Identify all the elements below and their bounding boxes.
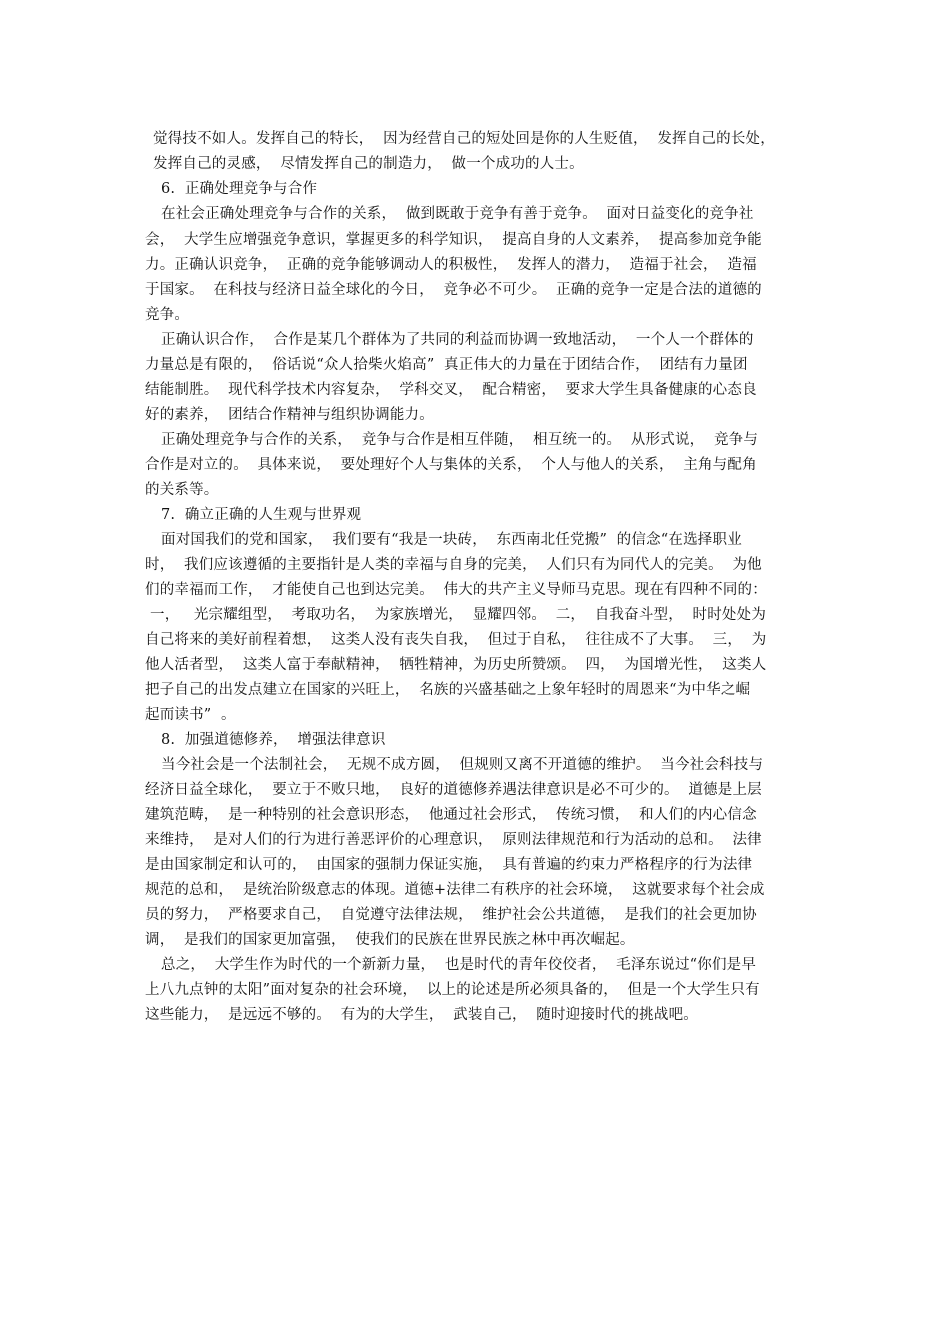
section-heading: 7. 确立正确的人生观与世界观 [161,507,362,523]
text-line: 建筑范畴， 是一种特别的社会意识形态， 他通过社会形式， 传统习惯， 和人们的内心信念 [145,807,757,823]
text-line: 经济日益全球化， 要立于不败只地， 良好的道德修养遇法律意识是必不可少的。 道德是上层 [145,782,762,798]
text-line: 规范的总和， 是统治阶级意志的体现。道德+法律二有秩序的社会环境， 这就要求每个社会成 [145,882,765,898]
text-line: 力量总是有限的， 俗话说“众人拾柴火焰高” 真正伟大的力量在于团结合作， 团结有力量团 [145,357,748,373]
text-line: 的关系等。 [145,482,219,498]
text-line: 时， 我们应该遵循的主要指针是人类的幸福与自身的完美， 人们只有为同代人的完美。 为他 [145,557,762,573]
text-line: 这些能力， 是远远不够的。 有为的大学生， 武装自己， 随时迎接时代的挑战吧。 [145,1007,698,1023]
text-line: 结能制胜。 现代科学技术内容复杂， 学科交叉， 配合精密， 要求大学生具备健康的心态良 [145,382,757,398]
text-line: 们的幸福而工作， 才能使自己也到达完美。 伟大的共产主义导师马克思。现在有四种不同的： [145,582,767,598]
text-line: 在社会正确处理竞争与合作的关系， 做到既敢于竞争有善于竞争。 面对日益变化的竞争社 [161,206,754,222]
text-line: 总之， 大学生作为时代的一个新新力量， 也是时代的青年佼佼者， 毛泽东说过“你们是早 [161,957,757,973]
text-line: 把子自己的出发点建立在国家的兴旺上， 名族的兴盛基础之上象年轻时的周恩来“为中华之崛 [145,682,751,698]
text-line: 好的素养， 团结合作精神与组织协调能力。 [145,407,434,423]
section-heading: 8. 加强道德修养， 增强法律意识 [161,732,386,748]
text-line: 面对国我们的党和国家， 我们要有“我是一块砖， 东西南北任党搬” 的信念“在选择职业 [161,532,742,548]
text-line: 上八九点钟的太阳”面对复杂的社会环境， 以上的论述是所必须具备的， 但是一个大学生只有 [145,982,760,998]
text-line: 起而读书” 。 [145,707,236,723]
text-line: 力。正确认识竞争， 正确的竞争能够调动人的积极性， 发挥人的潜力， 造福于社会， 造福 [145,257,757,273]
text-line: 竞争。 [145,307,190,323]
text-line: 会， 大学生应增强竞争意识，掌握更多的科学知识， 提高自身的人文素养， 提高参加竞争能 [145,232,762,248]
text-line: 来维持， 是对人们的行为进行善恶评价的心理意识， 原则法律规范和行为活动的总和。 法律 [145,832,762,848]
text-line: 觉得技不如人。发挥自己的特长， 因为经营自己的短处回是你的人生贬值， 发挥自己的长处， [153,131,775,147]
text-line: 正确认识合作， 合作是某几个群体为了共同的利益而协调一致地活动， 一个人一个群体的 [161,332,754,348]
text-line: 调， 是我们的国家更加富强， 使我们的民族在世界民族之林中再次崛起。 [145,932,635,948]
text-line: 当今社会是一个法制社会， 无规不成方圆， 但规则又离不开道德的维护。 当今社会科技与 [161,757,764,773]
section-heading: 6. 正确处理竞争与合作 [161,181,318,197]
text-line: 自己将来的美好前程着想， 这类人没有丧失自我， 但过于自私， 往往成不了大事。 三， 为 [145,632,767,648]
text-line: 于国家。 在科技与经济日益全球化的今日， 竞争必不可少。 正确的竞争一定是合法的道德的 [145,282,762,298]
text-line: 员的努力， 严格要求自己， 自觉遵守法律法规， 维护社会公共道德， 是我们的社会更加协 [145,907,757,923]
text-line: 一， 光宗耀组型， 考取功名， 为家族增光， 显耀四邻。 二， 自我奋斗型， 时时处处为 [150,607,767,623]
text-line: 正确处理竞争与合作的关系， 竞争与合作是相互伴随， 相互统一的。 从形式说， 竞争与 [161,432,759,448]
text-line: 发挥自己的灵感， 尽情发挥自己的制造力， 做一个成功的人士。 [153,156,584,172]
text-line: 是由国家制定和认可的， 由国家的强制力保证实施， 具有普遍的约束力严格程序的行为法律 [145,857,753,873]
text-line: 合作是对立的。 具体来说， 要处理好个人与集体的关系， 个人与他人的关系， 主角与配角 [145,457,757,473]
text-line: 他人活者型， 这类人富于奉献精神， 牺牲精神，为历史所赞颂。 四， 为国增光性， 这类人 [145,657,767,673]
